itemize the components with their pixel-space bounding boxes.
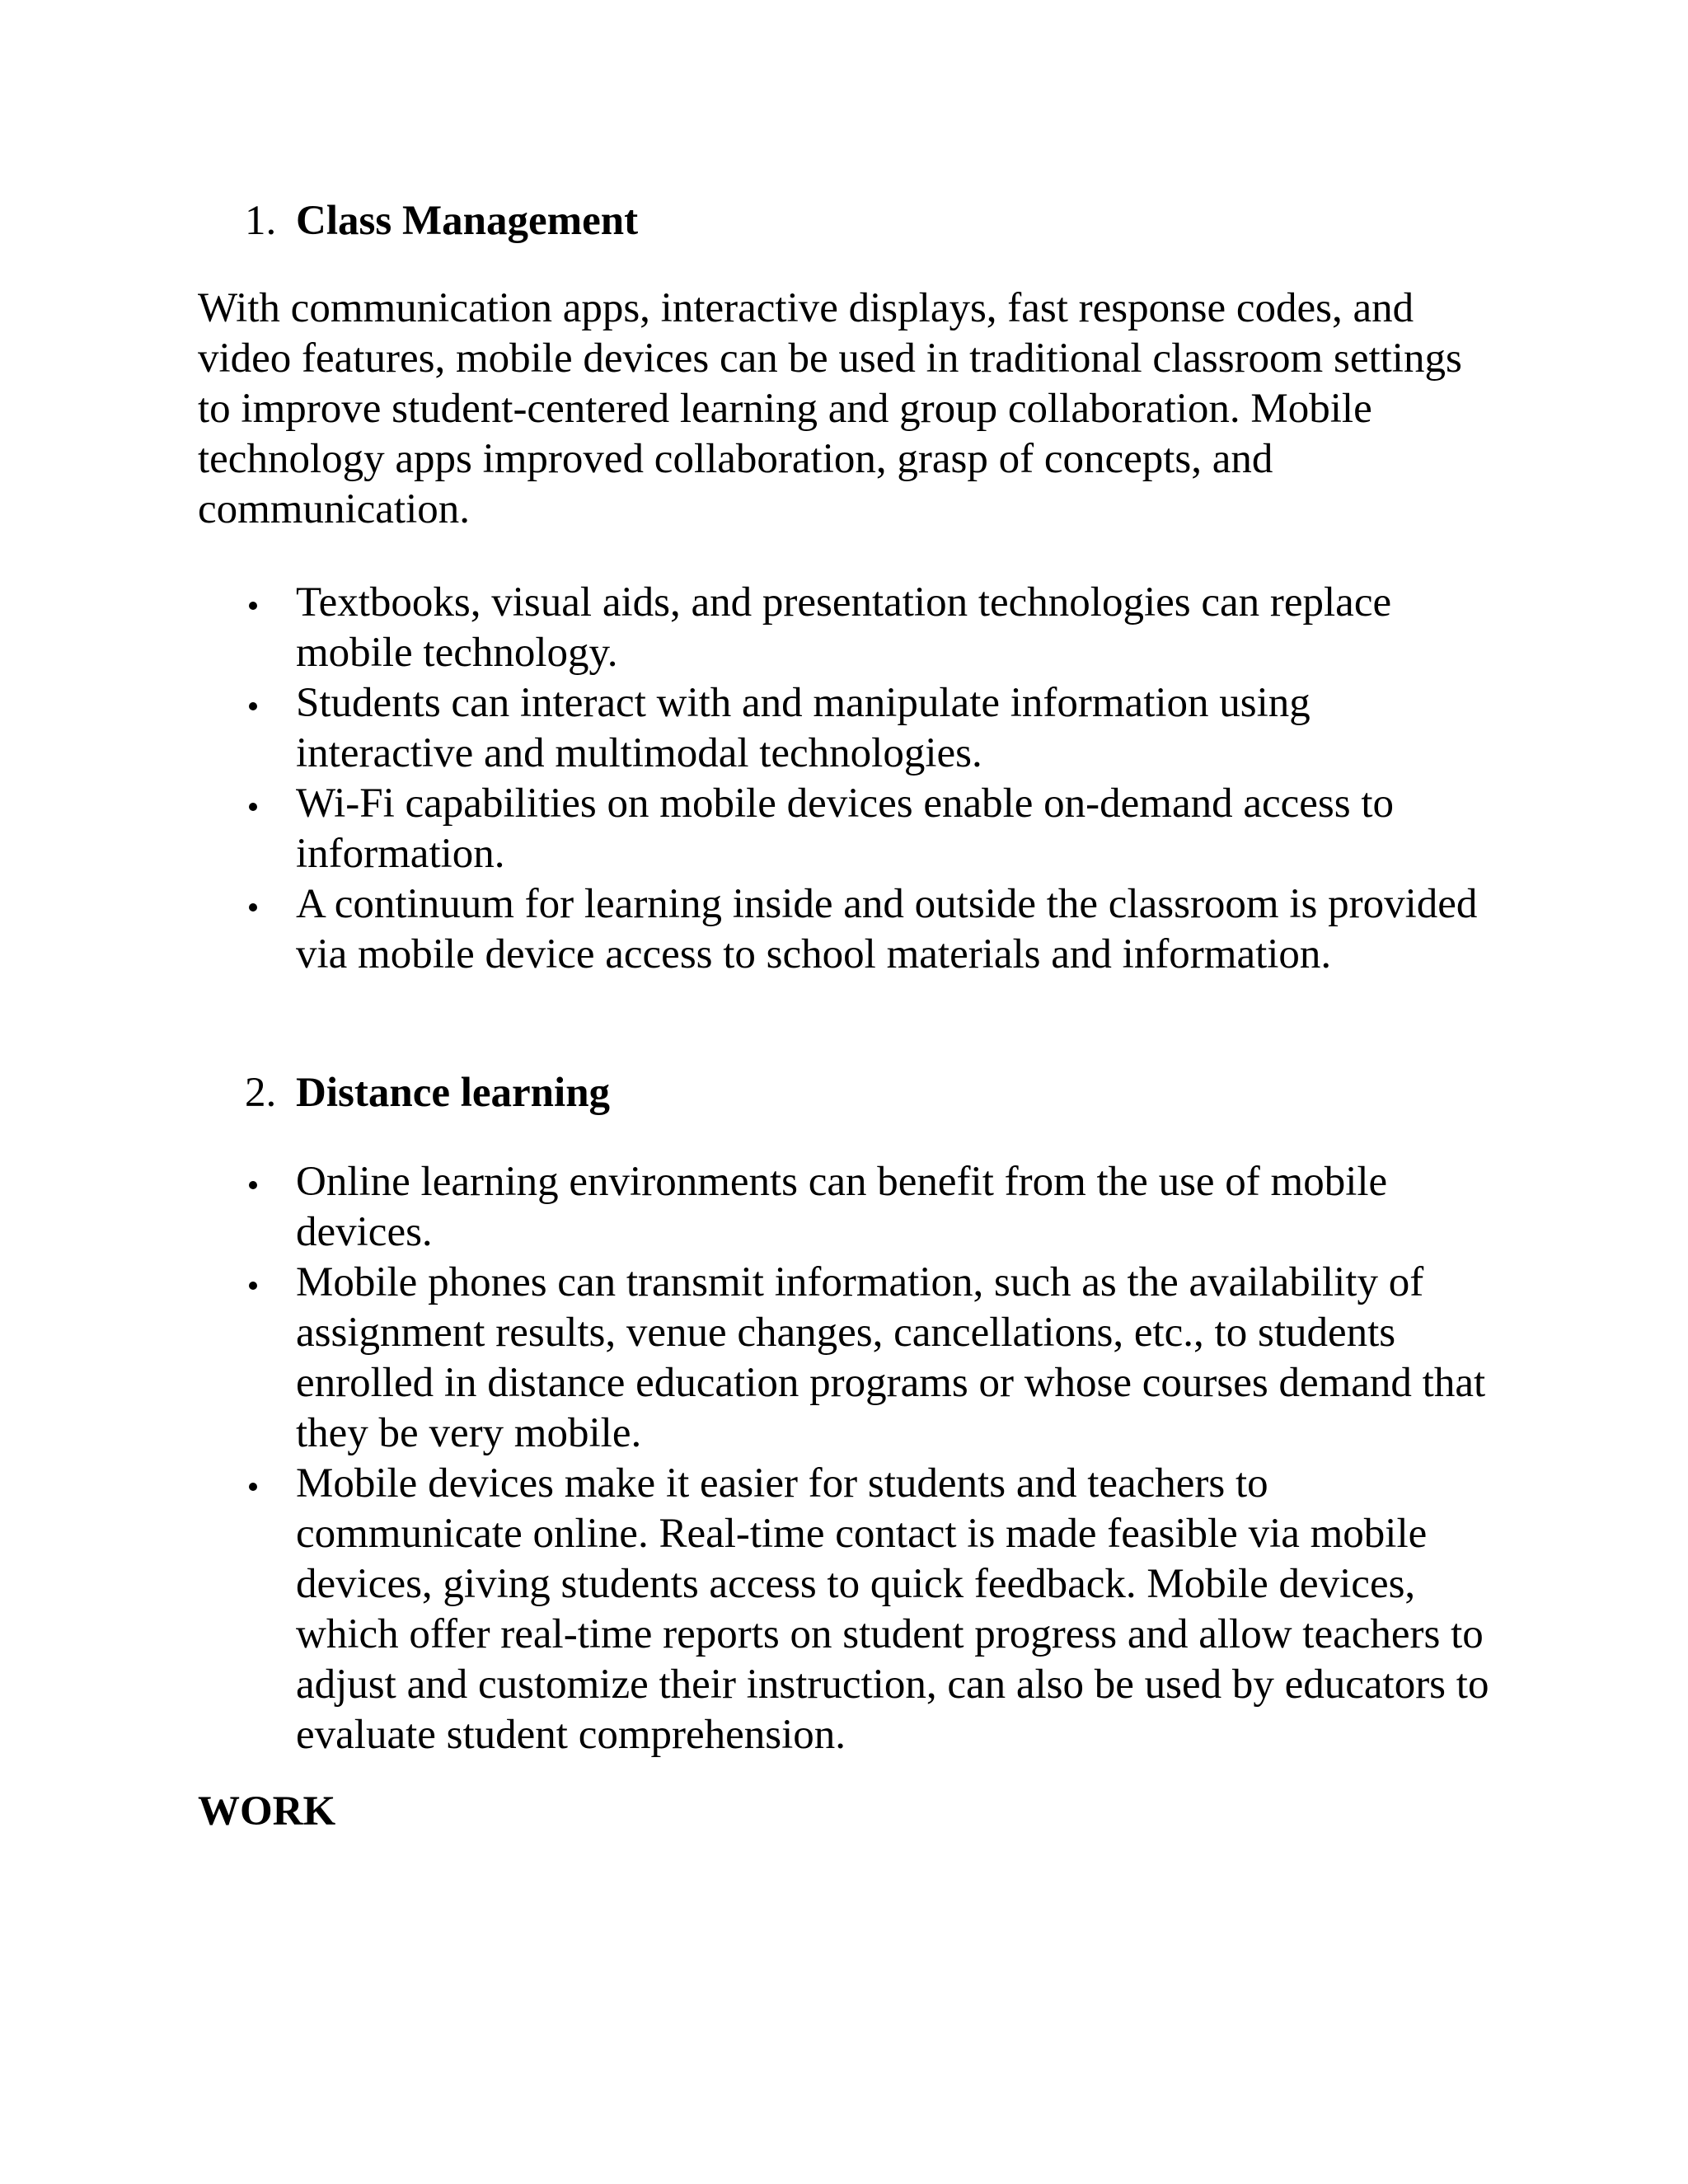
bullet-icon [249, 1483, 257, 1491]
section-1-title: Class Management [296, 198, 639, 244]
list-item [0, 578, 1491, 678]
section-2-number: 2. [245, 1070, 277, 1116]
section-1-bullet-list [0, 578, 1688, 980]
bullet-text: A continuum for learning inside and outside the classroom is provided via mobile device access to school materials and information. [296, 881, 1478, 977]
list-item [0, 1157, 1491, 1258]
section-1-heading [245, 196, 638, 246]
list-item [0, 1258, 1491, 1459]
list-item [0, 678, 1491, 779]
bullet-icon [249, 1282, 257, 1290]
section-1-number: 1. [245, 198, 277, 244]
list-item [0, 779, 1491, 879]
bullet-text: Mobile phones can transmit information, such as the availability of assignment results, venue changes, cancellations, etc., to students enrolled in distance education programs or whose courses demand that they be very mobile. [296, 1259, 1486, 1456]
list-item [0, 879, 1491, 980]
bullet-icon [249, 1181, 257, 1189]
bullet-icon [249, 602, 257, 610]
bullet-text: Mobile devices make it easier for students and teachers to communicate online. Real-time contact is made feasible via mobile devices, giving students access to quick feedback. Mobile devices, which offer real-time reports on student progress and allow teachers to adjust and customize their instruction, can also be used by educators to evaluate student comprehension. [296, 1460, 1489, 1758]
bullet-icon [249, 702, 257, 710]
work-heading: WORK [198, 1788, 336, 1835]
bullet-text: Textbooks, visual aids, and presentation technologies can replace mobile technology. [296, 579, 1392, 676]
bullet-icon [249, 803, 257, 811]
bullet-text: Students can interact with and manipulate information using interactive and multimodal technologies. [296, 680, 1311, 776]
section-1-paragraph: With communication apps, interactive displays, fast response codes, and video features, mobile devices can be used in traditional classroom settings to improve student-centered learning and group collaboration. Mobile technology apps improved collaboration, grasp of concepts, and communication. [198, 285, 1462, 532]
section-1-paragraph-block [198, 284, 1484, 535]
bullet-text: Online learning environments can benefit from the use of mobile devices. [296, 1159, 1388, 1255]
section-2-title: Distance learning [296, 1070, 611, 1116]
list-item [0, 1459, 1491, 1760]
section-2-bullet-list [0, 1157, 1688, 1760]
bullet-icon [249, 903, 257, 912]
section-2-heading [245, 1068, 610, 1118]
bullet-text: Wi-Fi capabilities on mobile devices enable on-demand access to information. [296, 780, 1395, 877]
